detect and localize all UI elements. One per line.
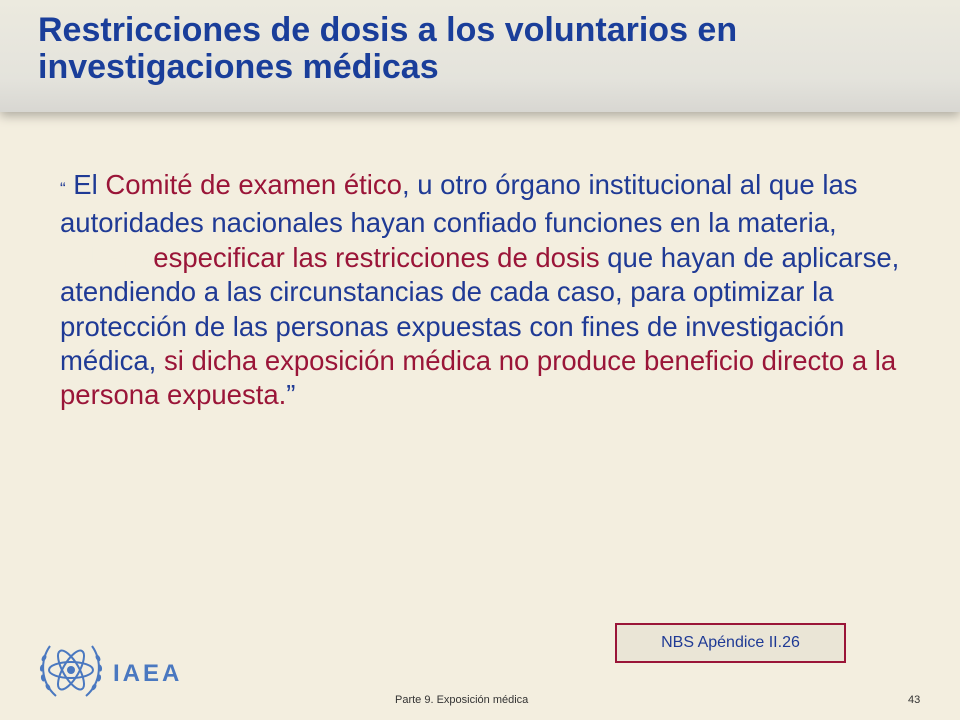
quote-committee: Comité de examen ético	[105, 169, 402, 200]
open-quote-mark: “	[60, 179, 66, 198]
quote-segment-3: , u otro órgano institucional al que las autoridades nacionales hayan confiado funciones en la materia,	[60, 169, 858, 239]
slide-title: Restricciones de dosis a los voluntarios en investigaciones médicas	[38, 11, 738, 86]
iaea-logo-icon	[36, 634, 106, 706]
quote-condition: si dicha exposición médica no produce beneficio directo a la persona expuesta.	[60, 345, 897, 411]
page-number: 43	[908, 694, 921, 706]
close-quote-mark: ”	[286, 379, 296, 411]
footer-label: Parte 9. Exposición médica	[395, 694, 529, 706]
quote-dose-restrictions: especificar las restricciones de dosis	[145, 241, 600, 273]
org-name: IAEA	[113, 660, 183, 687]
reference-box: NBS Apéndice II.26	[615, 623, 846, 663]
quote-hidden-word: deberá	[60, 241, 146, 273]
quote-segment-6: que hayan de aplicarse, atendiendo a las circunstancias de cada caso, para optimizar la protección de las personas expuestas con fines de investigación médica,	[60, 241, 900, 377]
quote-text	[60, 168, 910, 413]
quote-segment-1: El	[65, 169, 106, 200]
